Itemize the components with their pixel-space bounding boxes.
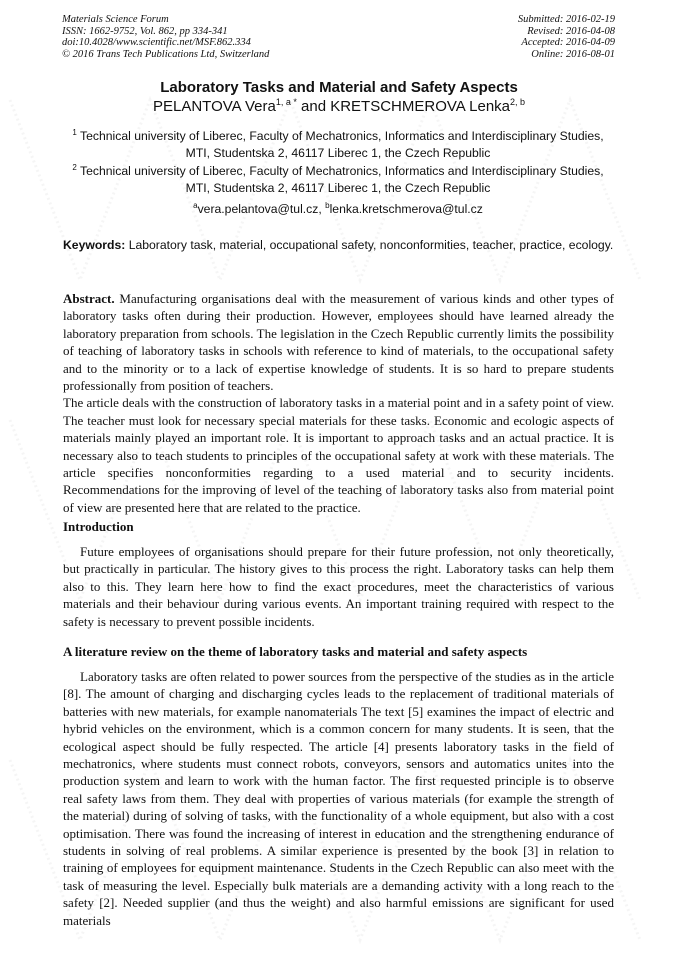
abstract-paragraph-1: [63, 290, 618, 394]
issn-volume: ISSN: 1662-9752, Vol. 862, pp 334-341: [62, 25, 228, 37]
author-emails: [62, 201, 614, 218]
email-b[interactable]: lenka.kretschmerova@tul.cz: [329, 202, 483, 216]
journal-name: Materials Science Forum: [62, 14, 169, 25]
paragraph: Future employees of organisations should prepare for their future profession, not only theoretically, but practically in particular. The history gives to this process the right. Laboratory tasks can help them also to this. They learn here how to find the exact procedures, meet the characteristics of various materials and their behaviour during various events. An important training required with respect to the safety is necessary to prevent possible incidents.: [63, 544, 614, 629]
affiliation-marker: 1: [72, 128, 77, 137]
affiliation-2: [62, 163, 614, 197]
section-heading-literature-review: A literature review on the theme of laboratory tasks and material and safety aspects: [63, 644, 528, 659]
affiliation-text: Technical university of Liberec, Faculty of Mechatronics, Informatics and Interdisciplinary Studies, MTI, Studentska 2, 46117 Liberec 1, the Czech Republic: [76, 129, 604, 160]
section-heading-introduction: Introduction: [63, 519, 134, 534]
online-date: Online: 2016-08-01: [531, 48, 615, 60]
author-1: PELANTOVA Vera: [152, 98, 276, 115]
keywords: [63, 237, 614, 254]
submitted-date: Submitted: 2016-02-19: [517, 14, 615, 25]
email-separator: ,: [318, 202, 326, 216]
publication-dates: [518, 14, 615, 60]
paragraph: Laboratory tasks are often related to power sources from the perspective of the studies as in the article [8]. The amount of charging and discharging cycles leads to the replacement of traditional materials of batteries with new materials, for example nanomaterials The text [5] examines the impact of electric and hybrid vehicles on the environment, which is a common concern for many students. It is seen, that the ecological aspect should be fully respected. The article [4] presents laboratory tasks in the field of mechatronics, where students must connect robots, conveyors, sensors and automatics unites into the production system and learn to work with the human factor. The first requested principle is to observe real safety laws from them. They deal with properties of various materials (for example the strength of the material) during of solving of tasks, with the functionality of a whole equipment, but also with a cost optimisation. There was found the increasing of interest in education and the strengthening endurance of students in solving of real problems. A similar experience is presented by the book [3] in relation to training of employees for equipment maintenance. Students in the Czech Republic can also meet with the task of measuring the level. Especially bulk materials are a demanding activity with a long reach to the safety [2]. Needed supplier (and thus the weight) and also harmful emissions are significant for used materials: [63, 669, 614, 928]
email-a-marker: a: [193, 201, 198, 210]
author-connector: and: [296, 98, 331, 115]
doi-link[interactable]: doi:10.4028/www.scientific.net/MSF.862.334: [62, 37, 251, 48]
email-b-marker: b: [325, 201, 330, 210]
keywords-label: Keywords:: [63, 238, 126, 252]
introduction-body: [63, 543, 614, 630]
literature-review-body: [63, 668, 614, 929]
journal-info: [62, 14, 269, 60]
accepted-date: Accepted: 2016-04-09: [521, 37, 615, 48]
affiliation-1: [62, 128, 614, 162]
author-2: KRETSCHMEROVA Lenka: [330, 98, 510, 115]
abstract-label: Abstract.: [63, 291, 115, 306]
abstract-text: Manufacturing organisations deal with the measurement of various kinds and other types of laboratory tasks often during their production. However, employees should have learned already the laboratory preparation from schools. The legislation in the Czech Republic currently limits the possibility of teaching of laboratory tasks in schools with reference to kind of materials, to the occupational safety and to the minority or to a lack of expertise knowledge of students. It is so hard to prepare students professionally from position of teachers.: [63, 291, 618, 394]
author-2-marker: 2, b: [510, 97, 526, 107]
copyright: © 2016 Trans Tech Publications Ltd, Switzerland: [62, 48, 270, 60]
abstract: [63, 290, 618, 516]
affiliation-marker: 2: [72, 163, 77, 172]
revised-date: Revised: 2016-04-08: [527, 25, 615, 37]
keywords-text: Laboratory task, material, occupational safety, nonconformities, teacher, practice, ecology.: [125, 238, 614, 252]
affiliation-text: Technical university of Liberec, Faculty of Mechatronics, Informatics and Interdisciplinary Studies, MTI, Studentska 2, 46117 Liberec 1, the Czech Republic: [76, 164, 604, 195]
author-list: [0, 98, 678, 116]
paper-title: Laboratory Tasks and Material and Safety Aspects: [160, 79, 518, 96]
email-a[interactable]: vera.pelantova@tul.cz: [197, 202, 319, 216]
abstract-paragraph-2: The article deals with the construction of laboratory tasks in a material point and in a safety point of view. The teacher must look for necessary special materials for these tasks. Economic and ecologic aspects of materials mainly played an important role. It is important to approach tasks and an actual practice. It is necessary also to teach students to principles of the occupational safety at work with these materials. The article specifies nonconformities regarding to a used material and to security incidents. Recommendations for the improving of level of the teaching of laboratory tasks also from material point of view are presented here that are related to the practice.: [63, 395, 614, 515]
author-1-marker: 1, a *: [275, 97, 297, 107]
